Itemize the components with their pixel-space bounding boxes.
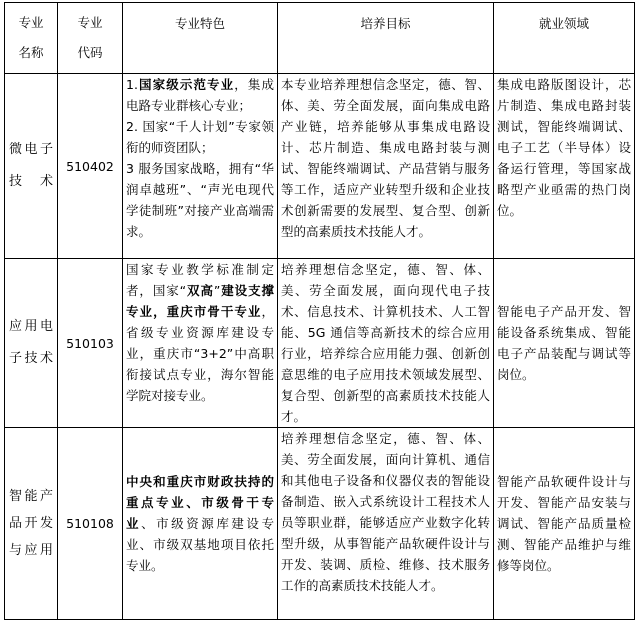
header-row — [5, 3, 635, 74]
major-employment: 智能产品软硬件设计与开发、智能产品安装与调试、智能产品质量检测、智能产品维护与维修等岗位。 — [494, 428, 635, 620]
feature-text: 2. 国家“千人计划”专家领衔的师资团队； — [126, 119, 274, 155]
feature-text: 1. — [126, 77, 138, 92]
feature-highlight: 中央和重庆市财政扶持的重点专业、市级骨干专业 — [126, 474, 274, 531]
major-goal: 培养理想信念坚定，德、智、体、美、劳全面发展，面向计算机、通信和其他电子设备和仪器仪表的智能设备制造、嵌入式系统设计工程技术人员等职业群，能够适应产业数字化转型升级，从事智能产品软硬件设计与开发、装调、质检、维修、技术服务工作的高素质技术技能人才。 — [278, 428, 494, 620]
table-row — [5, 259, 635, 428]
major-name: 智能产品开发与应用 — [5, 428, 58, 620]
feature-highlight: 国家级示范专业 — [137, 77, 235, 92]
feature-text: 3 服务国家战略，拥有“华润卓越班”、“声光电现代学徒制班”对接产业高端需求。 — [126, 161, 274, 239]
feature-text: ，省级专业资源库建设专业，重庆市“3+2”中高职衔接试点专业，海尔智能学院对接专业。 — [126, 304, 274, 403]
major-features — [123, 259, 278, 428]
major-employment: 智能电子产品开发、智能设备系统集成、智能电子产品装配与调试等岗位。 — [494, 259, 635, 428]
major-employment: 集成电路版图设计，芯片制造、集成电路封装测试，智能终端调试、电子工艺（半导体）设备运行管理，等国家战略型产业亟需的热门岗位。 — [494, 74, 635, 259]
feature-text: ” — [213, 283, 221, 298]
header-features: 专业特色 — [123, 3, 278, 74]
feature-text: ，集成电路专业群核心专业； — [126, 77, 274, 113]
header-major-code: 专业 代码 — [58, 3, 123, 74]
major-features — [123, 74, 278, 259]
header-major-name: 专业 名称 — [5, 3, 58, 74]
major-name: 微电子技术 — [5, 74, 58, 259]
major-goal: 本专业培养理想信念坚定，德、智、体、美、劳全面发展，面向集成电路产业链，培养能够从事集成电路设计、芯片制造、集成电路封装与测试、智能终端调试、产品营销与服务等工作，适应产业转型升级和企业技术创新需要的发展型、复合型、创新型的高素质技术技能人才。 — [278, 74, 494, 259]
header-goal: 培养目标 — [278, 3, 494, 74]
major-code: 510402 — [58, 74, 123, 259]
header-employment: 就业领域 — [494, 3, 635, 74]
majors-table — [4, 2, 635, 620]
major-features — [123, 428, 278, 620]
feature-highlight: 建设支撑专业，重庆市骨干专业 — [126, 283, 274, 319]
major-goal: 培养理想信念坚定，德、智、体、美、劳全面发展，面向现代电子技术、信息技术、计算机技术、人工智能、5G 通信等高新技术的综合应用行业，培养综合应用能力强、创新创意思维的电子应用技术领域发展型、复合型、创新型的高素质技术技能人才。 — [278, 259, 494, 428]
major-code: 510108 — [58, 428, 123, 620]
major-code: 510103 — [58, 259, 123, 428]
feature-highlight: 双高 — [186, 283, 214, 298]
feature-text: 、市级资源库建设专业、市级双基地项目依托专业。 — [126, 516, 274, 573]
major-name: 应用电子技术 — [5, 259, 58, 428]
feature-text: 国家专业教学标准制定者，国家“ — [126, 262, 274, 298]
table-row — [5, 428, 635, 620]
table-row — [5, 74, 635, 259]
